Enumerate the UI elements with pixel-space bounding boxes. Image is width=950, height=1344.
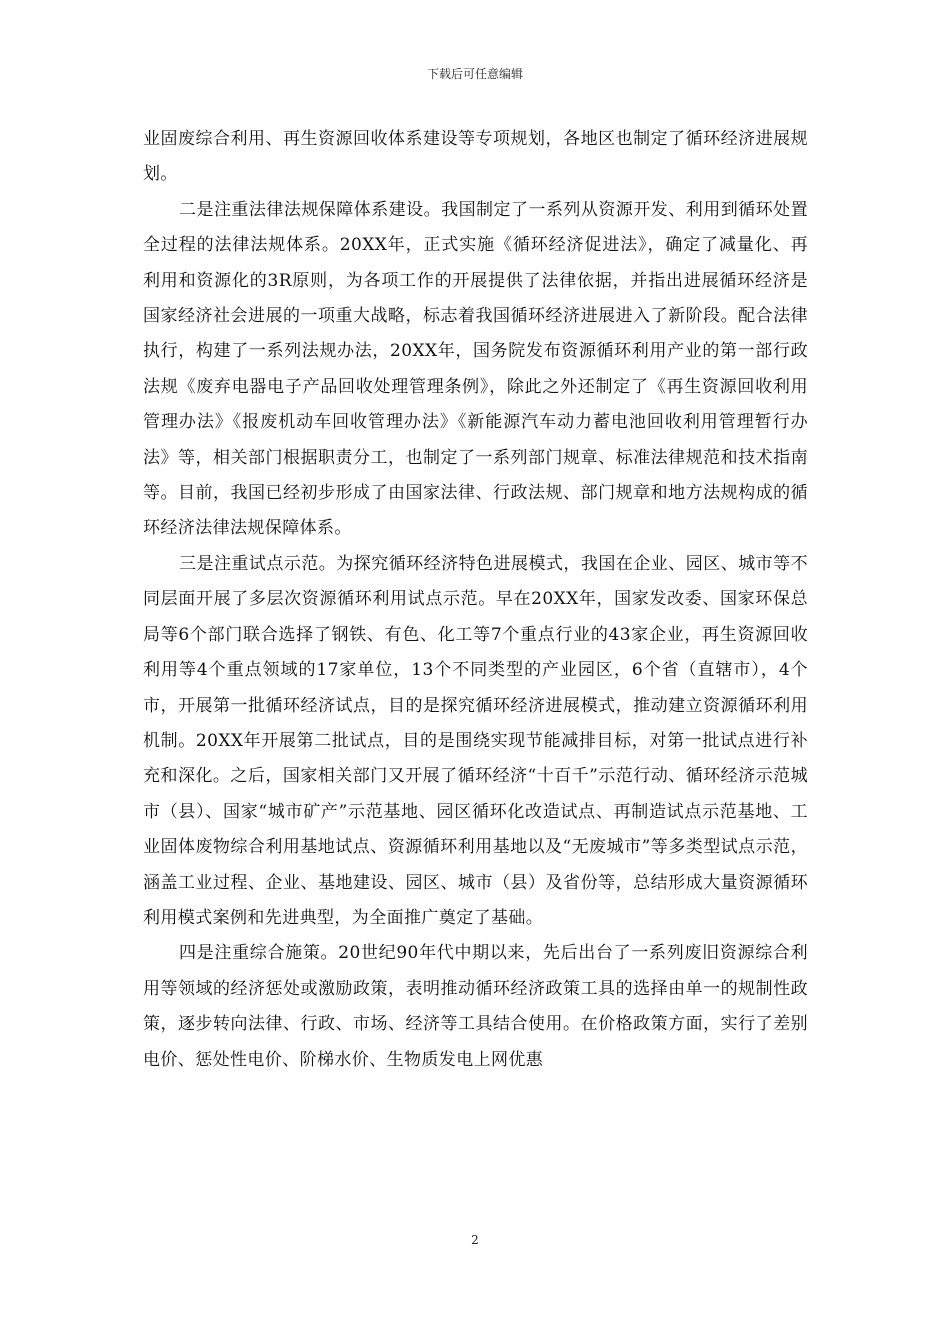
document-body [143, 122, 808, 1078]
paragraph-pilot-demonstration: 三是注重试点示范。为探究循环经济特色进展模式，我国在企业、园区、城市等不同层面开展了多层次资源循环利用试点示范。早在20XX年，国家发改委、国家环保总局等6个部门联合选择了钢铁、有色、化工等7个重点行业的43家企业，再生资源回收利用等4个重点领域的17家单位，13个不同类型的产业园区，6个省（直辖市），4个市，开展第一批循环经济试点，目的是探究循环经济进展模式，推动建立资源循环利用机制。20XX年开展第二批试点，目的是围绕实现节能减排目标，对第一批试点进行补充和深化。之后，国家相关部门又开展了循环经济“十百千”示范行动、循环经济示范城市（县）、国家“城市矿产”示范基地、园区循环化改造试点、再制造试点示范基地、工业固体废物综合利用基地试点、资源循环利用基地以及“无废城市”等多类型试点示范，涵盖工业过程、企业、基地建设、园区、城市（县）及省份等，总结形成大量资源循环利用模式案例和先进典型，为全面推广奠定了基础。 [143, 553, 808, 928]
paragraph-legal-system: 二是注重法律法规保障体系建设。我国制定了一系列从资源开发、利用到循环处置全过程的法律法规体系。20XX年，正式实施《循环经济促进法》，确定了减量化、再利用和资源化的3R原则，为各项工作的开展提供了法律依据，并指出进展循环经济是国家经济社会进展的一项重大战略，标志着我国循环经济进展进入了新阶段。配合法律执行，构建了一系列法规办法，20XX年，国务院发布资源循环利用产业的第一部行政法规《废弃电器电子产品回收处理管理条例》，除此之外还制定了《再生资源回收利用管理办法》《报废机动车回收管理办法》《新能源汽车动力蓄电池回收利用管理暂行办法》等，相关部门根据职责分工，也制定了一系列部门规章、标准法律规范和技术指南等。目前，我国已经初步形成了由国家法律、行政法规、部门规章和地方法规构成的循环经济法律法规保障体系。 [143, 199, 808, 539]
paragraph-comprehensive-policy: 四是注重综合施策。20世纪90年代中期以来，先后出台了一系列废旧资源综合利用等领域的经济惩处或激励政策，表明推动循环经济政策工具的选择由单一的规制性政策，逐步转向法律、行政、市场、经济等工具结合使用。在价格政策方面，实行了差别电价、惩处性电价、阶梯水价、生物质发电上网优惠 [143, 943, 808, 1070]
paragraph-continued: 业固废综合利用、再生资源回收体系建设等专项规划，各地区也制定了循环经济进展规划。 [143, 129, 808, 185]
page-number: 2 [471, 1233, 479, 1247]
page-header: 下载后可任意编辑 [426, 67, 523, 81]
